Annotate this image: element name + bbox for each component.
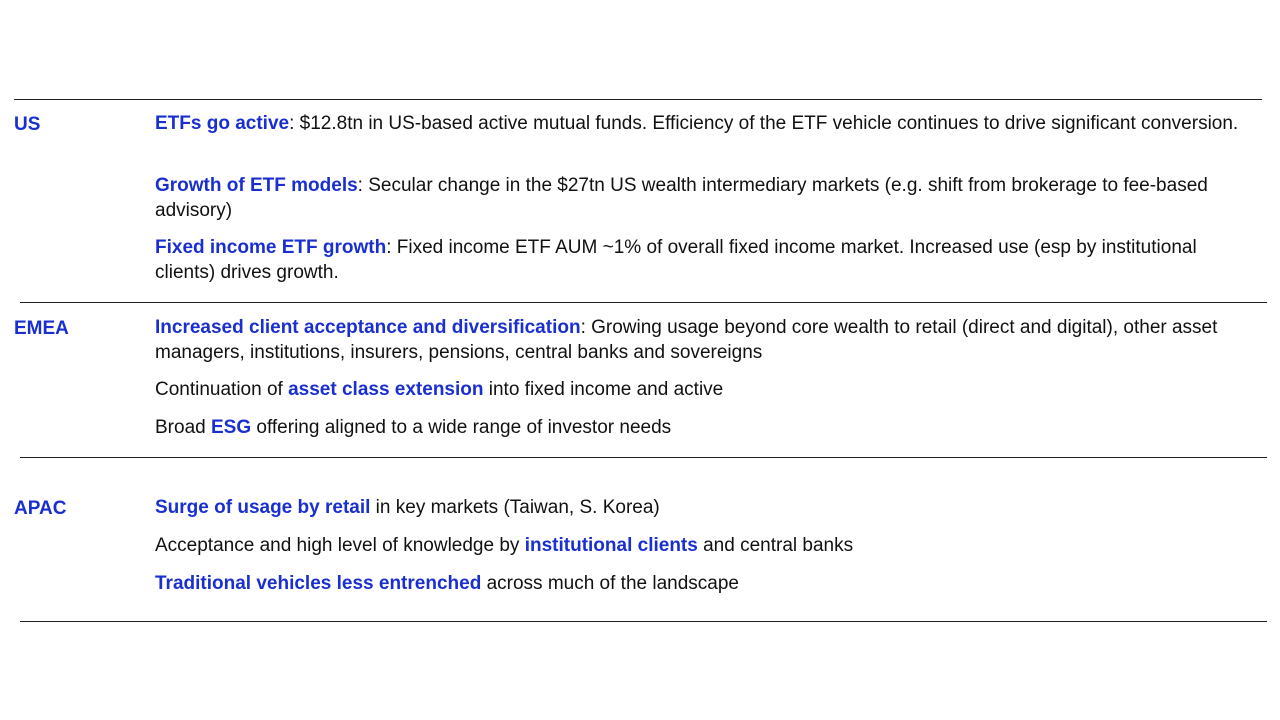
point-text: across much of the landscape: [481, 573, 739, 594]
emea-point-client-acceptance: [155, 316, 1250, 365]
point-text: : Secular change in the $27tn US wealth intermediary markets (e.g. shift from brokerage to fee-based advisory): [155, 175, 1208, 221]
us-emea-divider: [20, 302, 1267, 303]
region-label-us: US: [14, 114, 41, 135]
us-point-etf-models: [155, 174, 1250, 223]
highlight-term: ESG: [210, 417, 252, 438]
point-text: offering aligned to a wide range of investor needs: [251, 417, 672, 438]
bottom-divider: [20, 621, 1267, 622]
region-label-apac: APAC: [14, 498, 67, 519]
apac-point-institutional: [155, 534, 1250, 559]
point-text-before: Broad: [155, 417, 211, 438]
top-divider: [14, 99, 1262, 100]
highlight-term: asset class extension: [288, 379, 484, 400]
highlight-term: Fixed income ETF growth: [155, 237, 387, 258]
emea-apac-divider: [20, 457, 1267, 458]
us-point-fixed-income: [155, 236, 1250, 285]
point-text: : $12.8tn in US-based active mutual funds. Efficiency of the ETF vehicle continues to drive significant conversion.: [289, 113, 1239, 134]
point-text-before: Acceptance and high level of knowledge by: [155, 535, 525, 556]
apac-point-retail: [155, 496, 1250, 521]
apac-point-traditional: [155, 572, 1250, 597]
highlight-term: Growth of ETF models: [155, 175, 358, 196]
us-point-etfs-go-active: [155, 112, 1250, 137]
point-text-before: Continuation of: [155, 379, 289, 400]
highlight-term: Traditional vehicles less entrenched: [155, 573, 482, 594]
highlight-term: ETFs go active: [155, 113, 290, 134]
point-text: : Growing usage beyond core wealth to retail (direct and digital), other asset managers, institutions, insurers, pensions, central banks and sovereigns: [155, 317, 1218, 363]
point-text: in key markets (Taiwan, S. Korea): [370, 497, 660, 518]
point-text: : Fixed income ETF AUM ~1% of overall fixed income market. Increased use (esp by institutional clients) drives growth.: [155, 237, 1197, 283]
highlight-term: Surge of usage by retail: [155, 497, 371, 518]
highlight-term: institutional clients: [524, 535, 698, 556]
point-text: into fixed income and active: [483, 379, 724, 400]
highlight-term: Increased client acceptance and diversification: [155, 317, 581, 338]
point-text: and central banks: [697, 535, 854, 556]
emea-point-asset-class: [155, 378, 1250, 403]
emea-point-esg: [155, 416, 1250, 441]
region-label-emea: EMEA: [14, 318, 69, 339]
